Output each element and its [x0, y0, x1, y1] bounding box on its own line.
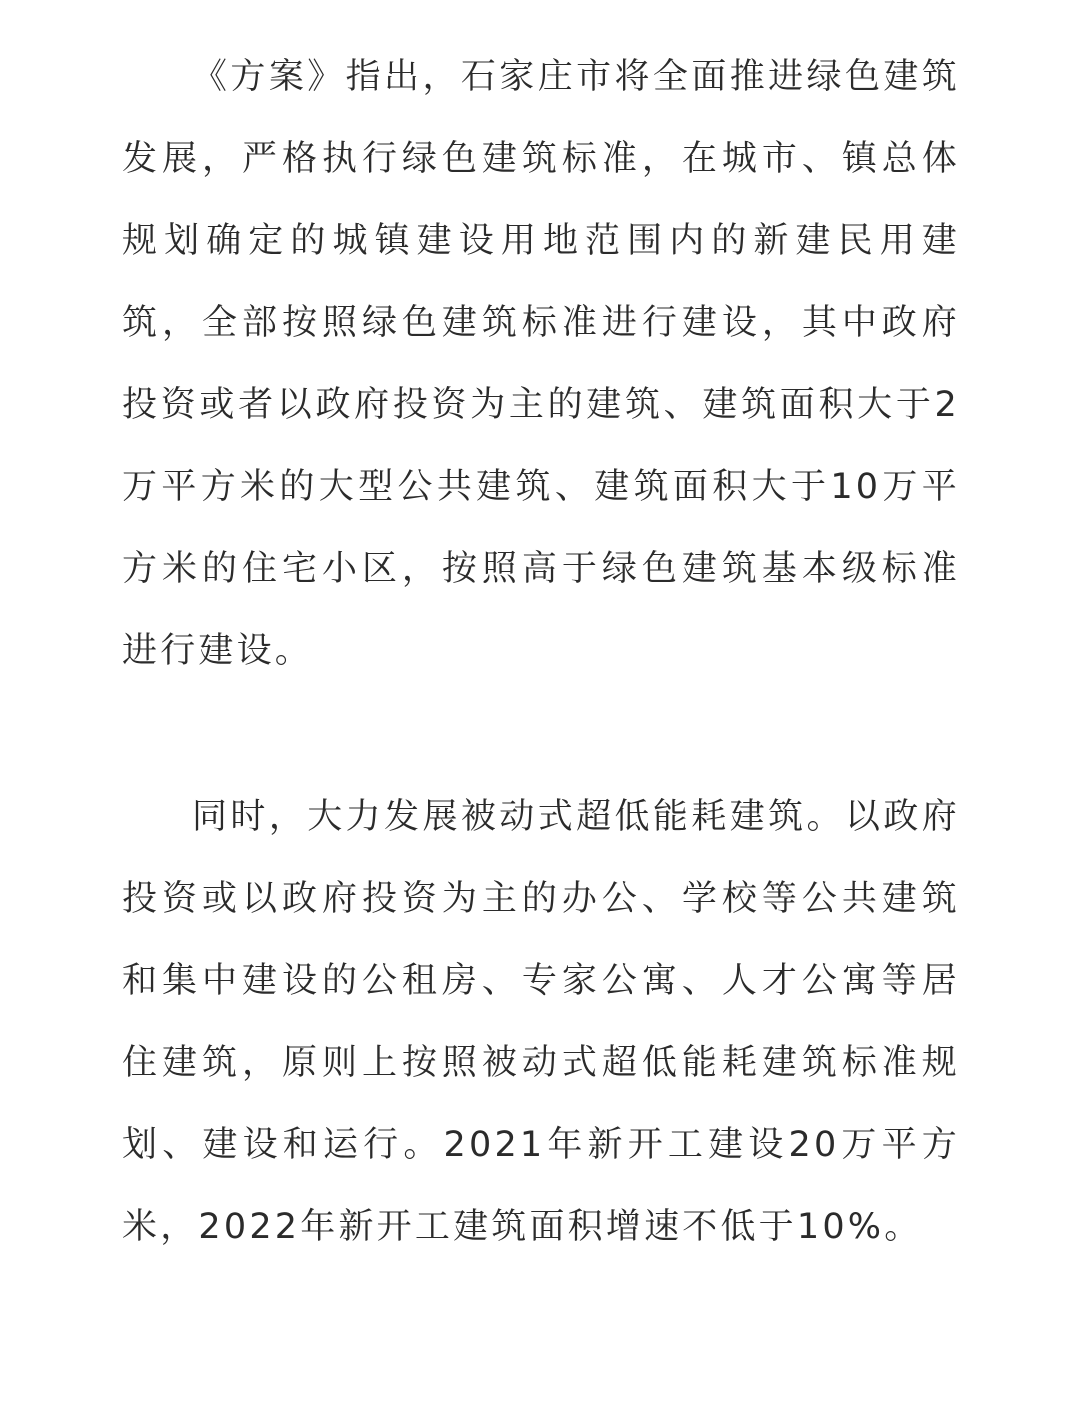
article-body — [122, 36, 960, 1268]
paragraph-passive-low-energy: 同时，大力发展被动式超低能耗建筑。以政府投资或以政府投资为主的办公、学校等公共建筑和集中建设的公租房、专家公寓、人才公寓等居住建筑，原则上按照被动式超低能耗建筑标准规划、建设和运行。2021年新开工建设20万平方米，2022年新开工建筑面积增速不低于10%。 — [122, 797, 960, 1247]
paragraph-green-building-plan: 《方案》指出，石家庄市将全面推进绿色建筑发展，严格执行绿色建筑标准，在城市、镇总体规划确定的城镇建设用地范围内的新建民用建筑，全部按照绿色建筑标准进行建设，其中政府投资或者以政府投资为主的建筑、建筑面积大于2万平方米的大型公共建筑、建筑面积大于10万平方米的住宅小区，按照高于绿色建筑基本级标准进行建设。 — [122, 57, 960, 671]
